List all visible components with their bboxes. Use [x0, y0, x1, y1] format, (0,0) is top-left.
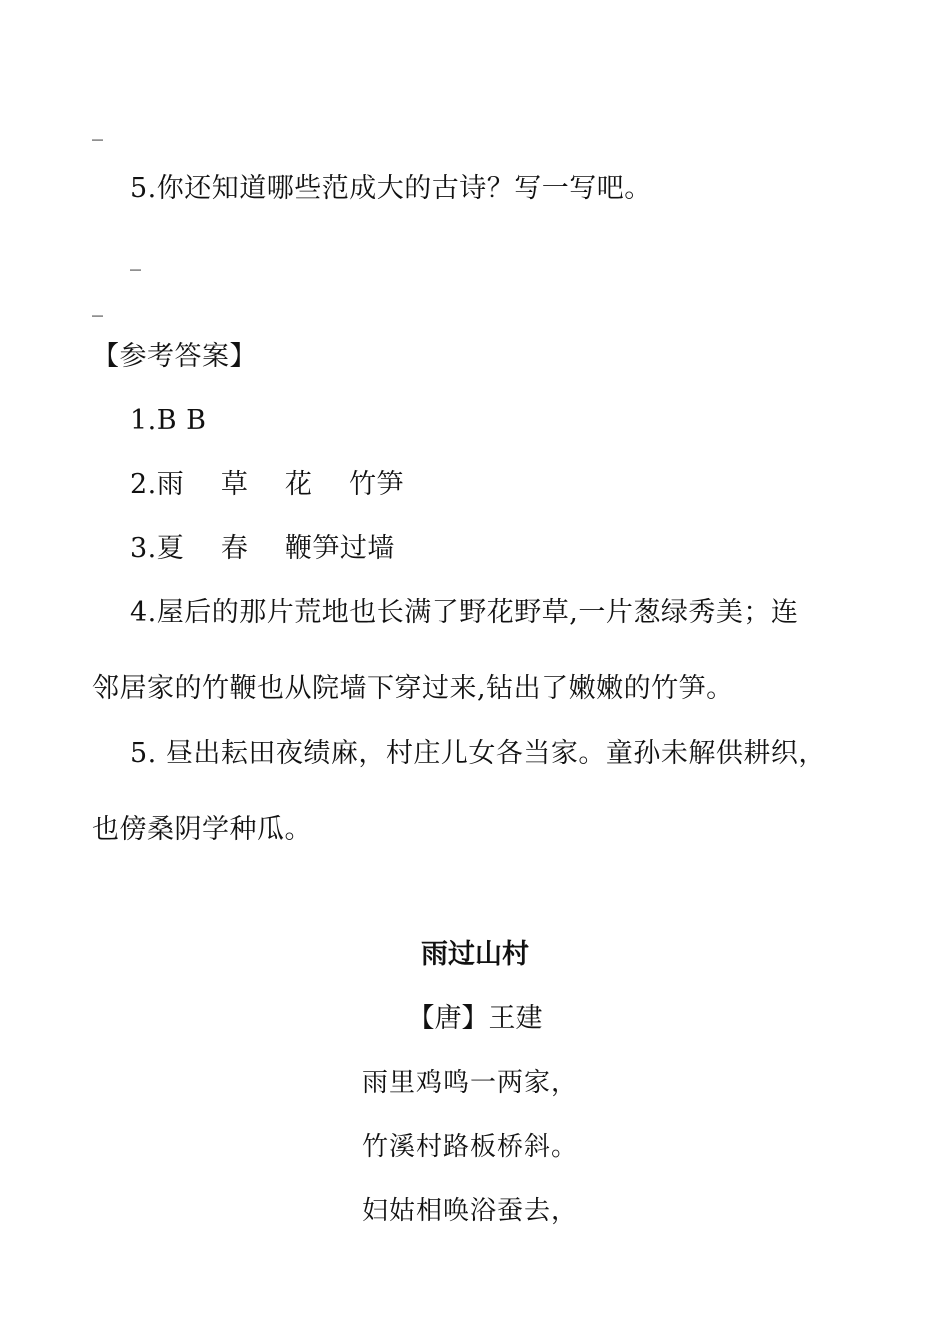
poem-author: 【唐】王建	[407, 1003, 543, 1034]
answer-blank-line: _	[130, 246, 141, 271]
answer-2: 2.雨 草 花 竹笋	[130, 469, 405, 500]
answer-3: 3.夏 春 鞭笋过墙	[130, 533, 395, 564]
answer-1: 1.B B	[130, 405, 207, 436]
poem-line: 雨里鸡鸣一两家，	[362, 1068, 579, 1098]
poem-line: 竹溪村路板桥斜。	[362, 1132, 579, 1162]
answer-blank-line: _	[92, 292, 103, 317]
question-5: 5.你还知道哪些范成大的古诗？写一写吧。	[130, 173, 652, 204]
answer-4-line-1: 4.屋后的那片荒地也长满了野花野草,一片葱绿秀美；连	[130, 597, 799, 628]
answer-5-line-1: 5. 昼出耘田夜绩麻，村庄儿女各当家。童孙未解供耕织，	[130, 738, 826, 769]
answer-5-line-2: 也傍桑阴学种瓜。	[92, 814, 312, 845]
answer-blank-line: _	[92, 116, 103, 141]
answer-key-heading: 【参考答案】	[92, 341, 257, 372]
answer-4-line-2: 邻居家的竹鞭也从院墙下穿过来,钻出了嫩嫩的竹笋。	[92, 673, 734, 704]
poem-title: 雨过山村	[421, 939, 529, 970]
poem-line: 妇姑相唤浴蚕去，	[362, 1196, 579, 1226]
